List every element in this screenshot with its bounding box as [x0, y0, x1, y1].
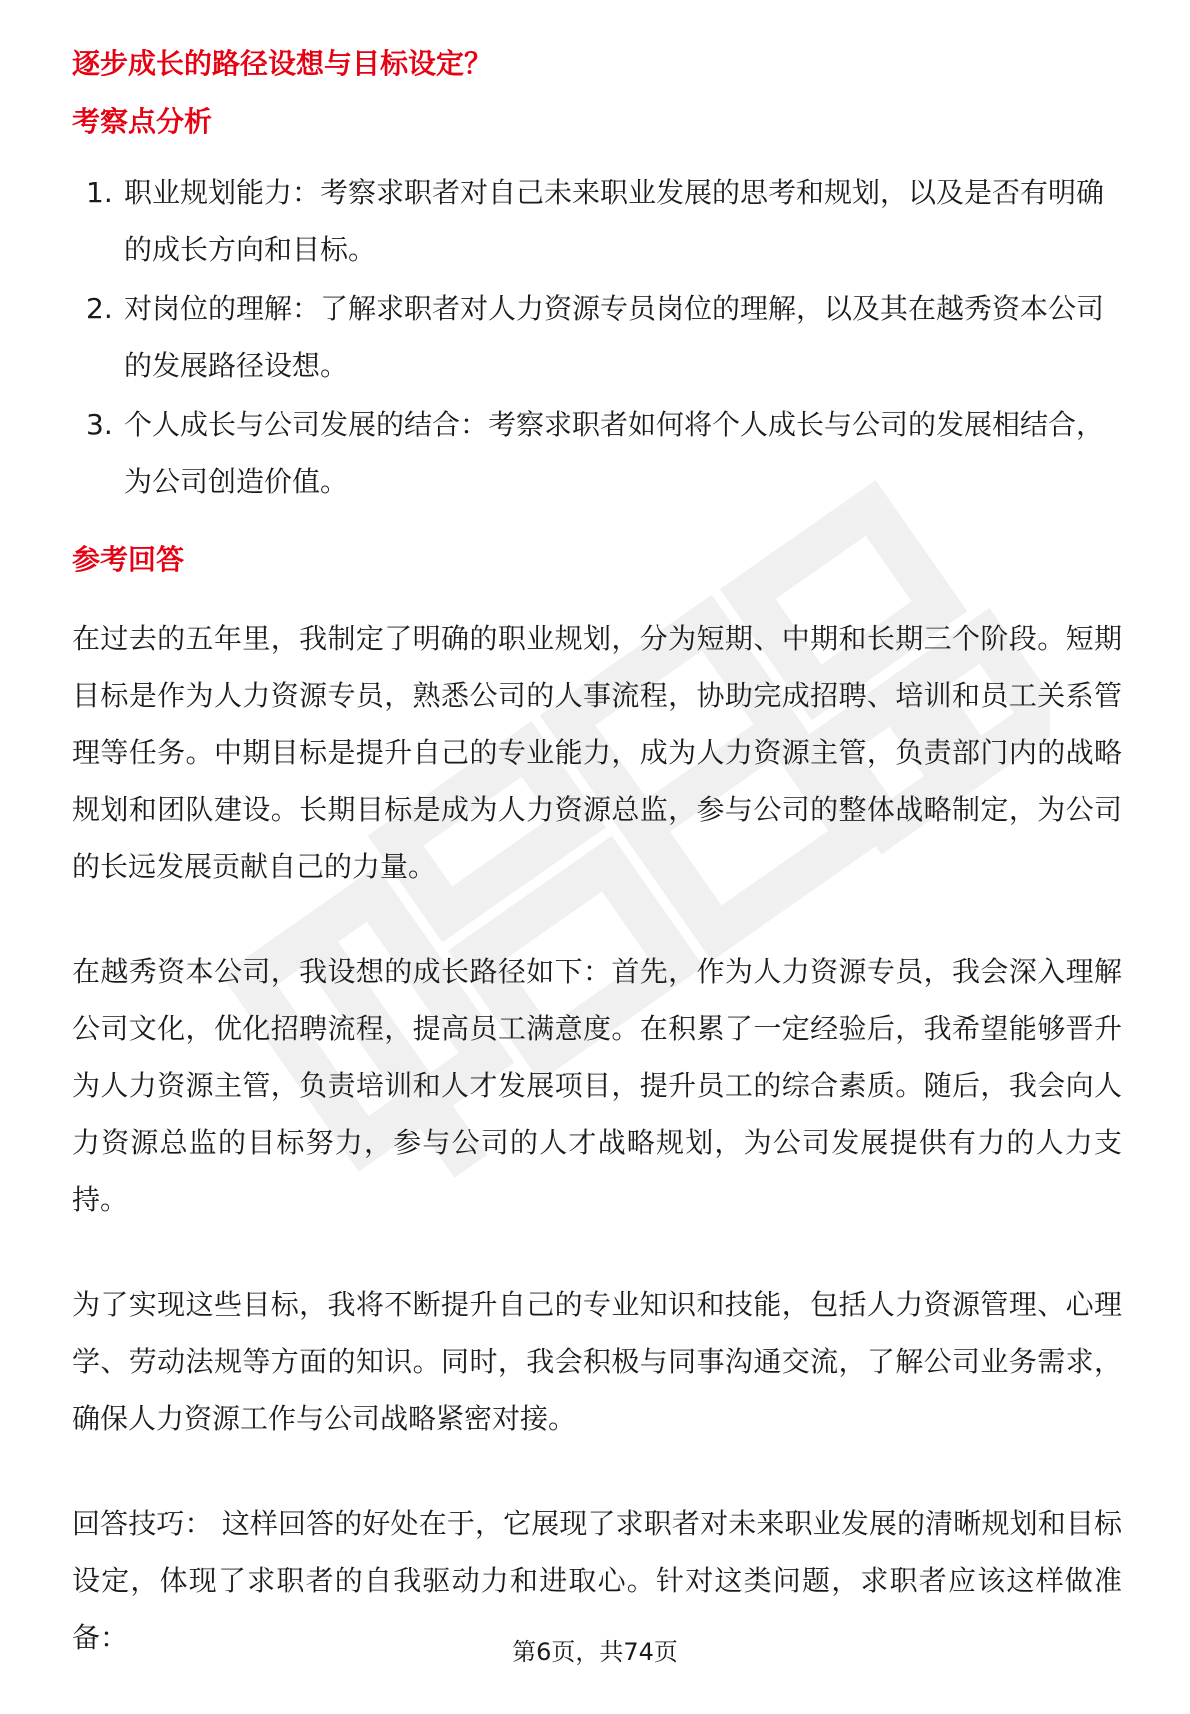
analysis-point	[72, 280, 1122, 394]
analysis-list	[72, 164, 1122, 510]
question-heading: 逐步成长的路径设想与目标设定？	[72, 47, 493, 80]
point-text: 职业规划能力：考察求职者对自己未来职业发展的思考和规划，以及是否有明确的成长方向和目标。	[124, 176, 1105, 266]
answer-paragraph: 在过去的五年里，我制定了明确的职业规划，分为短期、中期和长期三个阶段。短期目标是作为人力资源专员，熟悉公司的人事流程，协助完成招聘、培训和员工关系管理等任务。中期目标是提升自己的专业能力，成为人力资源主管，负责部门内的战略规划和团队建设。长期目标是成为人力资源总监，参与公司的整体战略制定，为公司的长远发展贡献自己的力量。	[72, 622, 1122, 883]
answer-paragraph: 为了实现这些目标，我将不断提升自己的专业知识和技能，包括人力资源管理、心理学、劳动法规等方面的知识。同时，我会积极与同事沟通交流，了解公司业务需求，确保人力资源工作与公司战略紧密对接。	[72, 1288, 1122, 1435]
point-number: 1.	[86, 176, 113, 209]
answer-heading: 参考回答	[72, 543, 185, 576]
answer-paragraph: 在越秀资本公司，我设想的成长路径如下：首先，作为人力资源专员，我会深入理解公司文化，优化招聘流程，提高员工满意度。在积累了一定经验后，我希望能够晋升为人力资源主管，负责培训和人才发展项目，提升员工的综合素质。随后，我会向人力资源总监的目标努力，参与公司的人才战略规划，为公司发展提供有力的人力支持。	[72, 955, 1122, 1216]
point-text: 个人成长与公司发展的结合：考察求职者如何将个人成长与公司的发展相结合，为公司创造价值。	[124, 408, 1105, 498]
answer-tips-paragraph: 回答技巧： 这样回答的好处在于，它展现了求职者对未来职业发展的清晰规划和目标设定，体现了求职者的自我驱动力和进取心。针对这类问题，求职者应该这样做准备：	[72, 1507, 1122, 1654]
point-text: 对岗位的理解：了解求职者对人力资源专员岗位的理解，以及其在越秀资本公司的发展路径设想。	[124, 292, 1105, 382]
analysis-heading: 考察点分析	[72, 105, 213, 138]
analysis-point	[72, 164, 1122, 278]
point-number: 3.	[86, 408, 113, 441]
document-content	[72, 44, 1122, 1714]
analysis-point	[72, 396, 1122, 510]
page-footer: 第6页，共74页	[512, 1638, 678, 1666]
point-number: 2.	[86, 292, 113, 325]
